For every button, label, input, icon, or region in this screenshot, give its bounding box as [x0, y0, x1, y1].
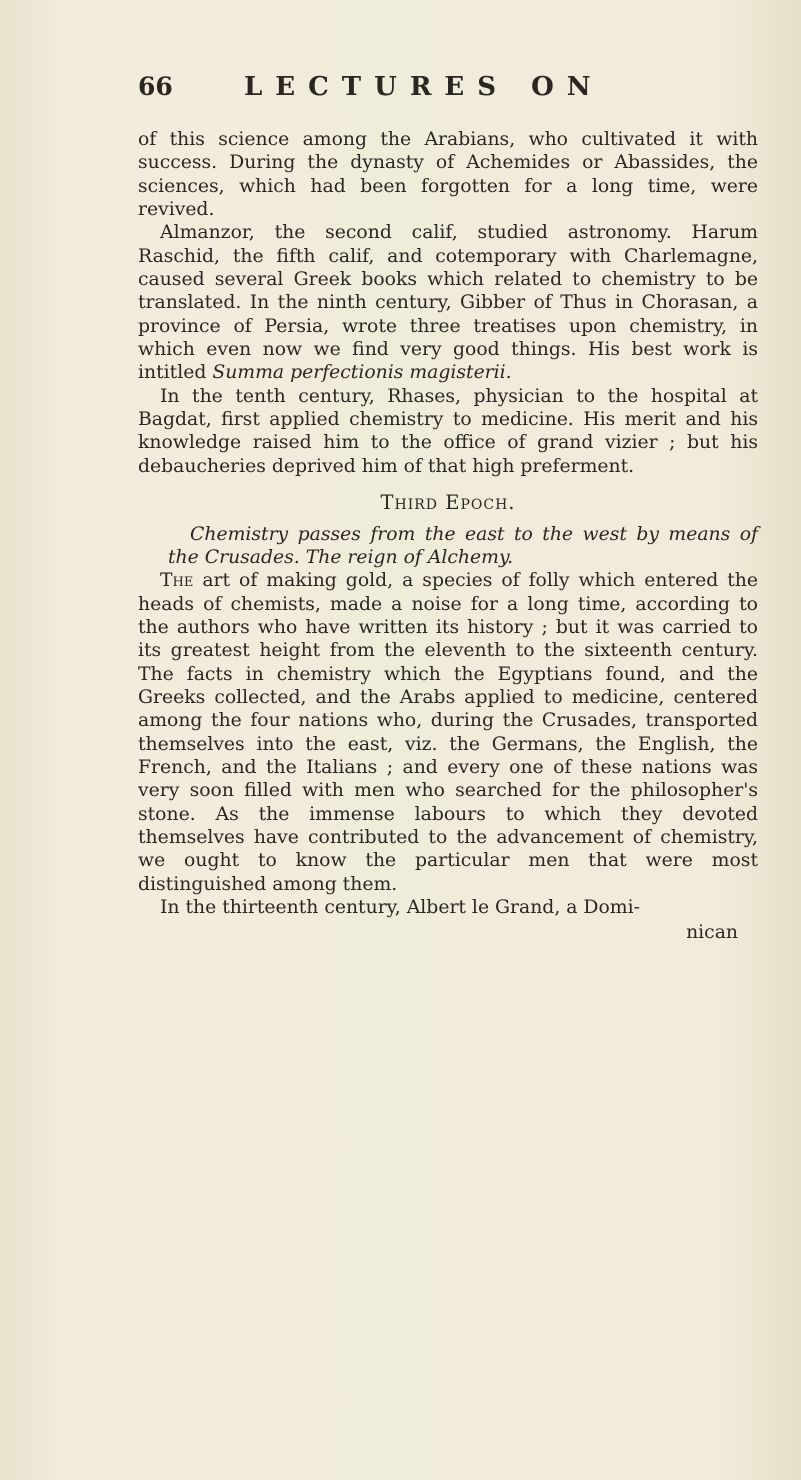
body-text — [138, 128, 758, 945]
page-header — [138, 72, 628, 112]
paragraph-almanzor — [138, 221, 758, 384]
paragraph-rhases: In the tenth century, Rhases, physician to the hospital at Bagdat, first applied chemistry to medicine. His merit and his knowledge raised him to the office of grand vizier ; but his debaucheries deprived him of that high preferment. — [138, 385, 758, 477]
running-title: LECTURES ON — [244, 72, 604, 102]
book-title-italic: Summa perfectionis magisterii. — [212, 362, 512, 384]
page-number: 66 — [138, 72, 173, 101]
paragraph-albert: In the thirteenth century, Albert le Grand, a Domi- — [160, 897, 640, 918]
paragraph-lead-word: The — [160, 570, 194, 592]
paragraph-gold-text: art of making gold, a species of folly which entered the heads of chemists, made a noise for a long time, according to the authors who have written its history ; but it was carried to its greatest height from the eleventh to the sixteenth century. The facts in chemistry which the Egyptians found, and the Greeks collected, and the Arabs applied to medicine, centered among the four nations who, during the Crusades, transported themselves into the east, viz. the Germans, the English, the French, and the Italians ; and every one of these nations was very soon filled with men who searched for the philosopher's stone. As the immense labours to which they devoted themselves have contributed to the advancement of chemistry, we ought to know the particular men that were most distinguished among them. — [138, 570, 758, 895]
section-subtitle: Chemistry passes from the east to the west by means of the Crusades. The reign of Alchemy. — [168, 523, 758, 568]
paragraph-almanzor-text: Almanzor, the second calif, studied astronomy. Harum Raschid, the fifth calif, and cotemporary with Charlemagne, caused several Greek books which related to chemistry to be translated. In the ninth century, Gibber of Thus in Chorasan, a province of Persia, wrote three treatises upon chemistry, in which even now we find very good things. His best work is intitled — [138, 222, 758, 384]
catchword: nican — [686, 922, 738, 944]
paragraph-continuation: of this science among the Arabians, who cultivated it with success. During the dynasty of Achemides or Abassides, the sciences, which had been forgotten for a long time, were revived. — [138, 129, 758, 221]
epoch-heading: Third Epoch. — [380, 491, 516, 515]
paragraph-gold — [138, 569, 758, 896]
